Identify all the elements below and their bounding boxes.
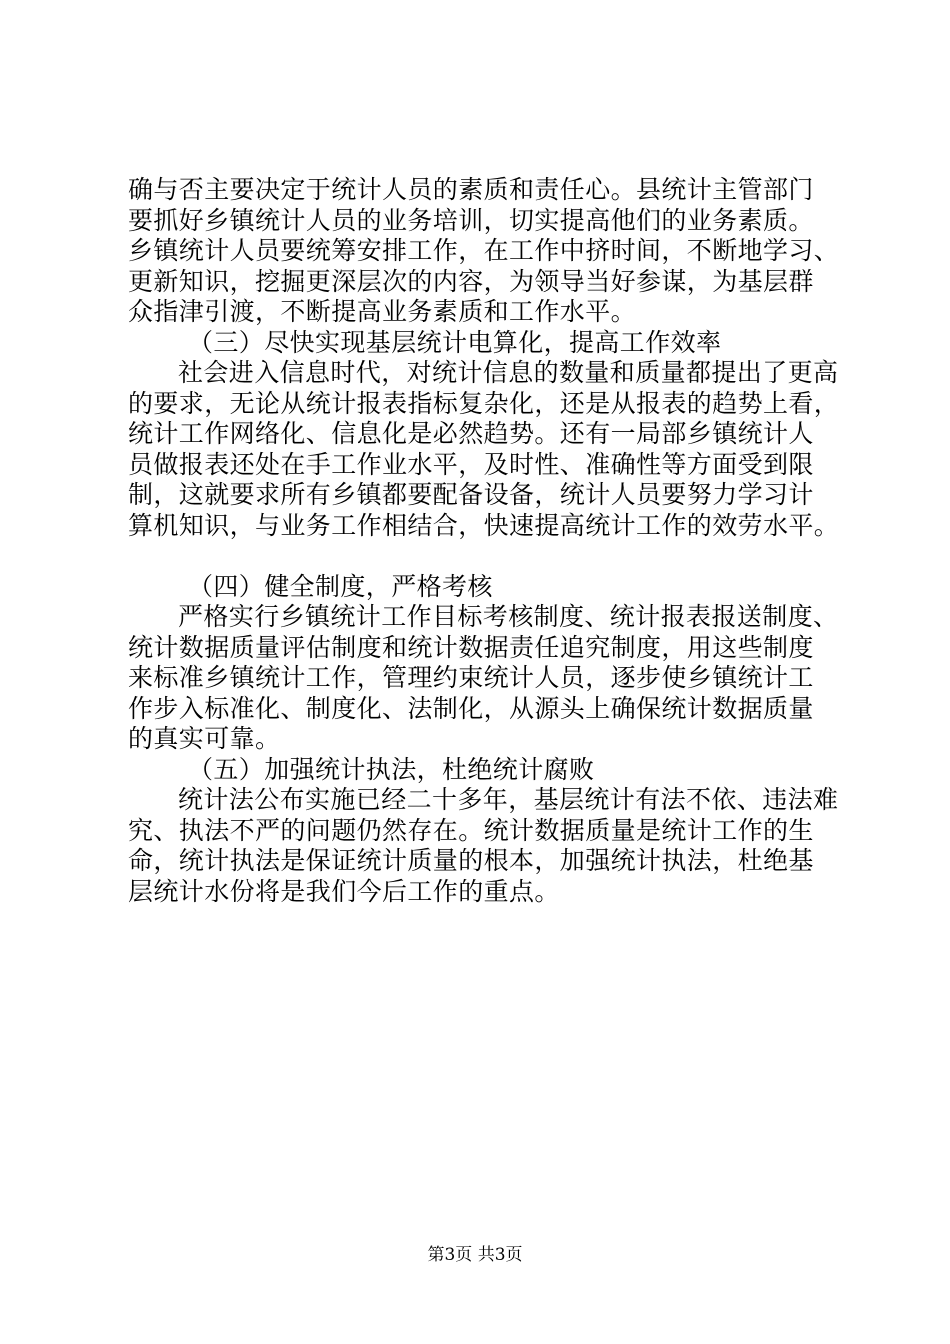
body-text-line: 更新知识，挖掘更深层次的内容，为领导当好参谋，为基层群 bbox=[128, 266, 814, 296]
body-text-line: 众指津引渡，不断提高业务素质和工作水平。 bbox=[128, 297, 637, 326]
body-text-line: 确与否主要决定于统计人员的素质和责任心。县统计主管部门 bbox=[128, 175, 814, 204]
body-text-line: 算机知识，与业务工作相结合，快速提高统计工作的效劳水平。 bbox=[128, 510, 840, 540]
body-text-line: 究、执法不严的问题仍然存在。统计数据质量是统计工作的生 bbox=[128, 815, 814, 845]
body-text-line: 社会进入信息时代，对统计信息的数量和质量都提出了更高 bbox=[178, 358, 839, 387]
body-text-line: 要抓好乡镇统计人员的业务培训，切实提高他们的业务素质。 bbox=[128, 205, 814, 235]
body-text-line: 层统计水份将是我们今后工作的重点。 bbox=[128, 876, 560, 906]
paragraph-gap bbox=[128, 541, 853, 572]
body-text-line: 乡镇统计人员要统筹安排工作，在工作中挤时间，不断地学习、 bbox=[128, 236, 840, 265]
body-text-line: 员做报表还处在手工作业水平，及时性、准确性等方面受到限 bbox=[128, 449, 814, 479]
body-text-line: 的要求，无论从统计报表指标复杂化，还是从报表的趋势上看， bbox=[128, 388, 840, 418]
body-text-line: 制，这就要求所有乡镇都要配备设备，统计人员要努力学习计 bbox=[128, 480, 814, 509]
body-text-line: 统计法公布实施已经二十多年，基层统计有法不依、违法难 bbox=[178, 785, 839, 814]
section-heading: （五）加强统计执法，杜绝统计腐败 bbox=[188, 754, 595, 784]
page-footer: 第3页 共3页 bbox=[427, 1245, 523, 1265]
document-body bbox=[128, 175, 853, 907]
section-heading: （三）尽快实现基层统计电算化，提高工作效率 bbox=[188, 327, 722, 357]
body-text-line: 作步入标准化、制度化、法制化，从源头上确保统计数据质量 bbox=[128, 693, 814, 723]
body-text-line: 来标准乡镇统计工作，管理约束统计人员，逐步使乡镇统计工 bbox=[128, 663, 814, 692]
body-text-line: 命，统计执法是保证统计质量的根本，加强统计执法，杜绝基 bbox=[128, 846, 814, 875]
section-heading: （四）健全制度，严格考核 bbox=[188, 571, 493, 601]
body-text-line: 统计数据质量评估制度和统计数据责任追究制度，用这些制度 bbox=[128, 632, 814, 662]
body-text-line: 的真实可靠。 bbox=[128, 724, 281, 753]
body-text-line: 严格实行乡镇统计工作目标考核制度、统计报表报送制度、 bbox=[178, 602, 839, 631]
body-text-line: 统计工作网络化、信息化是必然趋势。还有一局部乡镇统计人 bbox=[128, 419, 814, 448]
